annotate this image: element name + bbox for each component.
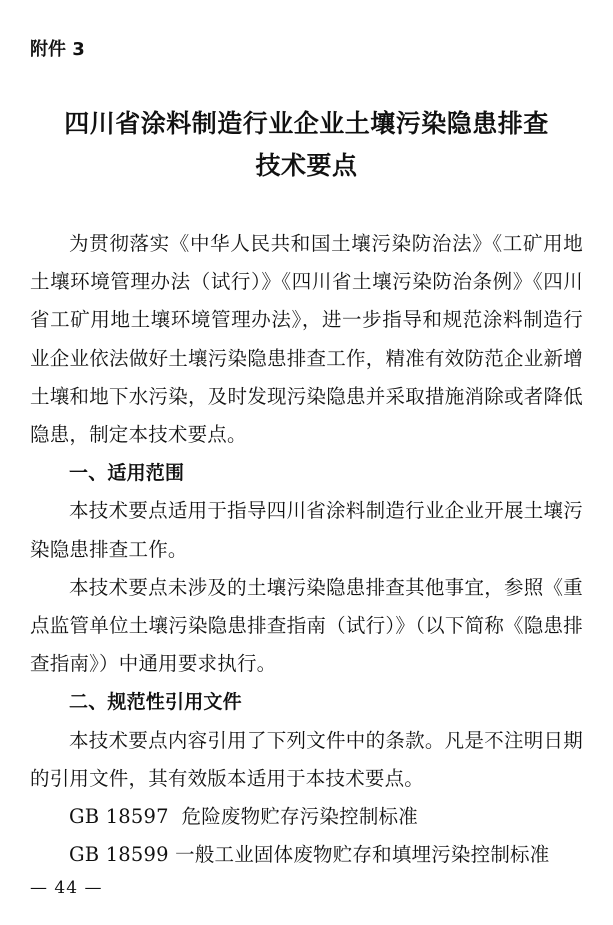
section-1-paragraph-2: 本技术要点未涉及的土壤污染隐患排查其他事宜，参照《重点监管单位土壤污染隐患排查指南（试行）》（以下简称《隐患排查指南》）中通用要求执行。: [30, 575, 583, 676]
section-1-heading: 一、适用范围: [69, 462, 185, 485]
section-2-heading: 二、规范性引用文件: [69, 691, 242, 714]
document-title: [30, 103, 583, 187]
section-1-paragraph-1: 本技术要点适用于指导四川省涂料制造行业企业开展土壤污染隐患排查工作。: [30, 499, 583, 561]
page-number: — 44 —: [30, 878, 103, 898]
document-body: [30, 225, 583, 874]
standard-item-1: GB 18597 危险废物贮存污染控制标准: [69, 805, 418, 829]
standard-item-2: GB 18599 一般工业固体废物贮存和填埋污染控制标准: [69, 843, 550, 867]
section-2-paragraph-1: 本技术要点内容引用了下列文件中的条款。凡是不注明日期的引用文件，其有效版本适用于本技术要点。: [30, 728, 583, 790]
intro-paragraph: 为贯彻落实《中华人民共和国土壤污染防治法》《工矿用地土壤环境管理办法（试行）》《四川省土壤污染防治条例》《四川省工矿用地土壤环境管理办法》，进一步指导和规范涂料制造行业企业依法做好土壤污染隐患排查工作，精准有效防范企业新增土壤和地下水污染，及时发现污染隐患并采取措施消除或者降低隐患，制定本技术要点。: [30, 232, 583, 447]
title-line-1: 四川省涂料制造行业企业土壤污染隐患排查: [64, 109, 549, 138]
attachment-label: 附件 3: [30, 39, 85, 60]
title-line-2: 技术要点: [255, 151, 358, 180]
